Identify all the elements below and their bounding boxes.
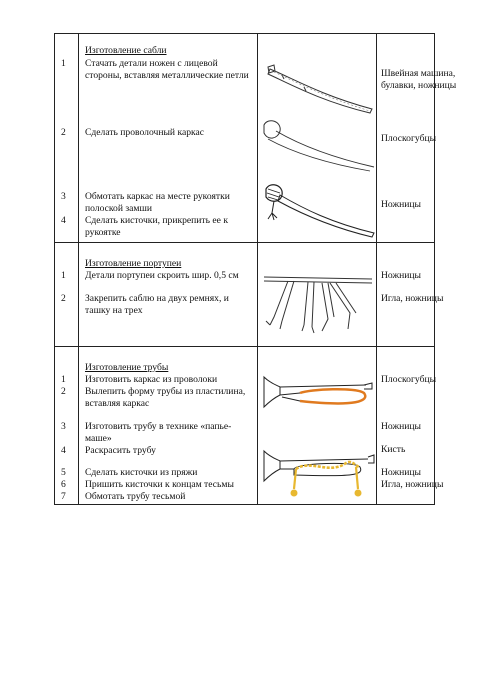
section-title: Изготовление портупеи — [85, 258, 182, 269]
step-number: 4 — [61, 215, 66, 226]
step-text: Пришить кисточки к концам тесьмы — [85, 479, 234, 490]
step-text: Вылепить форму трубы из пластилина, — [85, 386, 246, 397]
trumpet-frame-drawing — [260, 371, 376, 421]
tool-text: Ножницы — [381, 270, 421, 281]
step-number: 2 — [61, 127, 66, 138]
tool-text: Ножницы — [381, 421, 421, 432]
tool-text: Кисть — [381, 444, 406, 455]
step-text: Сделать кисточки из пряжи — [85, 467, 198, 478]
saber-scabbard-drawing — [260, 55, 376, 115]
step-text: вставляя каркас — [85, 398, 150, 409]
step-number: 2 — [61, 386, 66, 397]
finished-saber-drawing — [260, 183, 376, 241]
step-text: Обмотать трубу тесьмой — [85, 491, 186, 502]
step-text: Изготовить трубу в технике «папье- — [85, 421, 232, 432]
table-bottom-border — [54, 504, 435, 505]
column-divider — [78, 33, 79, 505]
step-number: 7 — [61, 491, 66, 502]
sword-belt-drawing — [260, 273, 376, 343]
step-text: Детали портупеи скроить шир. 0,5 см — [85, 270, 239, 281]
tool-text: булавки, ножницы — [381, 80, 457, 91]
section-divider — [54, 346, 435, 347]
step-text: Раскрасить трубу — [85, 445, 156, 456]
step-text: полоской замши — [85, 203, 153, 214]
step-text: Стачать детали ножен с лицевой — [85, 58, 218, 69]
wire-frame-drawing — [260, 119, 376, 179]
tool-text: Ножницы — [381, 199, 421, 210]
step-text: Сделать проволочный каркас — [85, 127, 205, 138]
step-number: 5 — [61, 467, 66, 478]
step-number: 1 — [61, 58, 66, 69]
tool-text: Ножницы — [381, 467, 421, 478]
step-text: Сделать кисточки, прикрепить ее к — [85, 215, 228, 226]
table-top-border — [54, 33, 435, 34]
step-text: стороны, вставляя металлические петли — [85, 70, 249, 81]
step-text: Закрепить саблю на двух ремнях, и — [85, 293, 229, 304]
step-number: 1 — [61, 374, 66, 385]
step-text: рукоятке — [85, 227, 121, 238]
step-text: Изготовить каркас из проволоки — [85, 374, 218, 385]
section-title: Изготовление трубы — [85, 362, 169, 373]
step-number: 1 — [61, 270, 66, 281]
finished-trumpet-drawing — [260, 447, 376, 505]
tool-text: Игла, ножницы — [381, 293, 444, 304]
tool-text: Плоскогубцы — [381, 133, 437, 144]
section-divider — [54, 242, 435, 243]
step-text: маше» — [85, 433, 112, 444]
step-number: 2 — [61, 293, 66, 304]
table-right-border — [434, 33, 435, 505]
step-number: 6 — [61, 479, 66, 490]
step-number: 3 — [61, 421, 66, 432]
column-divider — [257, 33, 258, 505]
step-text: ташку на трех — [85, 305, 143, 316]
tool-text: Игла, ножницы — [381, 479, 444, 490]
tool-text: Плоскогубцы — [381, 374, 437, 385]
section-title: Изготовление сабли — [85, 45, 167, 56]
step-number: 4 — [61, 445, 66, 456]
tool-text: Швейная машина, — [381, 68, 456, 79]
column-divider — [376, 33, 377, 505]
table-left-border — [54, 33, 55, 505]
instruction-table — [54, 33, 457, 505]
step-text: Обмотать каркас на месте рукоятки — [85, 191, 230, 202]
step-number: 3 — [61, 191, 66, 202]
